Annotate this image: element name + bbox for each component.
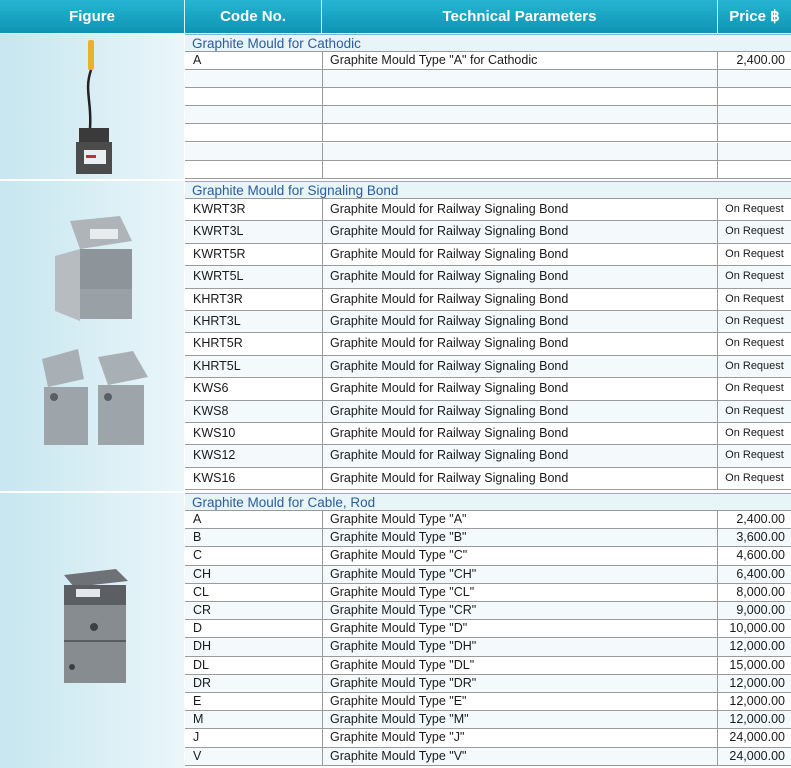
cable-mould-image <box>56 567 136 687</box>
param-cell <box>322 124 717 141</box>
table-row <box>185 378 791 400</box>
code-cell: KWS10 <box>193 426 236 440</box>
param-cell: Graphite Mould Type "B" <box>322 529 717 546</box>
param-cell: Graphite Mould for Railway Signaling Bond <box>322 221 717 242</box>
param-cell: Graphite Mould Type "DH" <box>322 638 717 655</box>
param-cell: Graphite Mould for Railway Signaling Bond <box>322 423 717 444</box>
price-cell <box>717 106 791 123</box>
price-cell <box>717 161 791 178</box>
code-cell: KHRT5L <box>193 358 241 373</box>
param-cell: Graphite Mould for Railway Signaling Bond <box>322 468 717 489</box>
section-title-signaling: Graphite Mould for Signaling Bond <box>185 181 791 199</box>
param-cell <box>322 106 717 123</box>
signaling-mould-image-bottom <box>38 349 153 449</box>
code-cell: DH <box>193 639 212 654</box>
param-cell: Graphite Mould Type "A" <box>322 511 717 528</box>
param-cell: Graphite Mould Type "C" <box>322 547 717 564</box>
code-cell: KWRT5R <box>193 246 246 261</box>
price-cell: 2,400.00 <box>717 52 791 69</box>
price-cell: 4,600.00 <box>717 547 791 564</box>
param-cell: Graphite Mould Type "A" for Cathodic <box>322 52 717 69</box>
table-row <box>185 289 791 311</box>
code-cell: KWRT3L <box>193 224 244 239</box>
table-row <box>185 161 791 179</box>
table-header <box>0 0 791 33</box>
table-row <box>185 729 791 747</box>
price-cell <box>717 70 791 87</box>
code-cell: CR <box>193 603 212 617</box>
price-cell: On Request <box>717 378 791 399</box>
param-cell: Graphite Mould for Railway Signaling Bond <box>322 401 717 422</box>
price-cell: On Request <box>717 266 791 287</box>
code-cell: KHRT3R <box>193 291 243 306</box>
param-cell: Graphite Mould Type "DL" <box>322 657 717 674</box>
code-cell: A <box>193 512 202 526</box>
code-cell: D <box>193 621 203 636</box>
price-cell: 12,000.00 <box>717 675 791 692</box>
table-row <box>185 266 791 288</box>
param-cell: Graphite Mould for Railway Signaling Bond <box>322 378 717 399</box>
table-row <box>185 584 791 602</box>
table-row <box>185 244 791 266</box>
param-cell: Graphite Mould Type "J" <box>322 729 717 746</box>
table-row <box>185 52 791 70</box>
table-row <box>185 638 791 656</box>
code-cell: J <box>193 730 200 745</box>
price-cell <box>717 124 791 141</box>
code-cell: DL <box>193 657 209 672</box>
code-cell: KWS8 <box>193 403 229 418</box>
price-cell: 12,000.00 <box>717 693 791 710</box>
price-cell <box>717 143 791 160</box>
price-cell: 6,400.00 <box>717 566 791 583</box>
code-cell: KHRT3L <box>193 314 241 328</box>
code-cell: V <box>193 748 202 763</box>
code-cell: KWS12 <box>193 448 236 463</box>
code-cell: M <box>193 712 204 727</box>
price-cell: On Request <box>717 221 791 242</box>
price-cell: On Request <box>717 311 791 332</box>
code-cell <box>185 88 321 105</box>
table-row <box>185 88 791 106</box>
param-cell: Graphite Mould Type "DR" <box>322 675 717 692</box>
price-cell: 8,000.00 <box>717 584 791 601</box>
code-cell: KWRT3R <box>193 202 246 216</box>
code-column-header: Code No. <box>220 8 286 25</box>
code-cell: B <box>193 530 202 545</box>
param-cell: Graphite Mould for Railway Signaling Bond <box>322 311 717 332</box>
code-cell: KWS16 <box>193 470 236 485</box>
price-cell: 12,000.00 <box>717 638 791 655</box>
param-cell: Graphite Mould Type "CL" <box>322 584 717 601</box>
cathodic-mould-image <box>66 40 126 176</box>
code-cell: CH <box>193 566 212 581</box>
price-cell: 15,000.00 <box>717 657 791 674</box>
code-cell: KHRT5R <box>193 336 243 351</box>
table-row <box>185 106 791 124</box>
signaling-mould-image-top <box>50 211 140 321</box>
price-cell <box>717 88 791 105</box>
table-row <box>185 311 791 333</box>
table-row <box>185 711 791 729</box>
param-cell: Graphite Mould Type "CR" <box>322 602 717 619</box>
table-row <box>185 221 791 243</box>
table-row <box>185 675 791 693</box>
table-row <box>185 529 791 547</box>
table-row <box>185 693 791 711</box>
section-title-cathodic: Graphite Mould for Cathodic <box>185 34 791 52</box>
table-row <box>185 356 791 378</box>
param-cell: Graphite Mould for Railway Signaling Bond <box>322 244 717 265</box>
price-cell: 24,000.00 <box>717 748 791 765</box>
price-cell: 10,000.00 <box>717 620 791 637</box>
code-cell: E <box>193 694 202 708</box>
param-cell: Graphite Mould for Railway Signaling Bond <box>322 356 717 377</box>
param-cell: Graphite Mould Type "CH" <box>322 566 717 583</box>
cable-figure-panel <box>0 493 184 768</box>
signaling-figure-panel <box>0 181 184 491</box>
param-cell: Graphite Mould for Railway Signaling Bond <box>322 445 717 466</box>
table-row <box>185 445 791 467</box>
price-cell: On Request <box>717 401 791 422</box>
price-cell: On Request <box>717 445 791 466</box>
param-cell: Graphite Mould Type "M" <box>322 711 717 728</box>
code-cell: C <box>193 548 203 563</box>
cathodic-figure-panel <box>0 34 184 179</box>
param-cell: Graphite Mould for Railway Signaling Bond <box>322 199 717 220</box>
table-row <box>185 511 791 529</box>
param-cell: Graphite Mould Type "E" <box>322 693 717 710</box>
code-cell <box>185 70 321 87</box>
code-cell: A <box>193 53 202 67</box>
table-row <box>185 124 791 142</box>
code-cell <box>185 106 321 123</box>
price-cell: On Request <box>717 423 791 444</box>
price-cell: 2,400.00 <box>717 511 791 528</box>
param-cell <box>322 88 717 105</box>
code-cell: CL <box>193 584 209 599</box>
param-cell: Graphite Mould Type "D" <box>322 620 717 637</box>
param-cell <box>322 143 717 160</box>
code-cell <box>185 124 321 141</box>
table-row <box>185 143 791 161</box>
table-row <box>185 70 791 88</box>
param-cell <box>322 161 717 178</box>
section-title-cable: Graphite Mould for Cable, Rod <box>185 493 791 511</box>
table-row <box>185 602 791 620</box>
table-row <box>185 620 791 638</box>
price-cell: On Request <box>717 244 791 265</box>
price-cell: 9,000.00 <box>717 602 791 619</box>
table-row <box>185 566 791 584</box>
params-column-header: Technical Parameters <box>442 8 597 25</box>
code-cell <box>185 143 321 160</box>
price-cell: 24,000.00 <box>717 729 791 746</box>
param-cell: Graphite Mould Type "V" <box>322 748 717 765</box>
table-row <box>185 401 791 423</box>
table-row <box>185 333 791 355</box>
table-row <box>185 547 791 565</box>
table-row <box>185 657 791 675</box>
code-cell: KWRT5L <box>193 269 244 284</box>
code-cell: DR <box>193 675 212 690</box>
figure-column-header: Figure <box>69 8 115 25</box>
price-cell: On Request <box>717 289 791 310</box>
table-row <box>185 748 791 766</box>
table-row <box>185 468 791 490</box>
param-cell: Graphite Mould for Railway Signaling Bond <box>322 289 717 310</box>
price-column-header: Price ฿ <box>729 8 780 25</box>
price-cell: On Request <box>717 333 791 354</box>
price-cell: On Request <box>717 356 791 377</box>
price-cell: On Request <box>717 199 791 220</box>
code-cell <box>185 161 321 178</box>
price-cell: 12,000.00 <box>717 711 791 728</box>
param-cell: Graphite Mould for Railway Signaling Bond <box>322 266 717 287</box>
code-cell: KWS6 <box>193 381 229 396</box>
param-cell: Graphite Mould for Railway Signaling Bond <box>322 333 717 354</box>
table-row <box>185 423 791 445</box>
price-cell: 3,600.00 <box>717 529 791 546</box>
param-cell <box>322 70 717 87</box>
table-row <box>185 199 791 221</box>
price-cell: On Request <box>717 468 791 489</box>
